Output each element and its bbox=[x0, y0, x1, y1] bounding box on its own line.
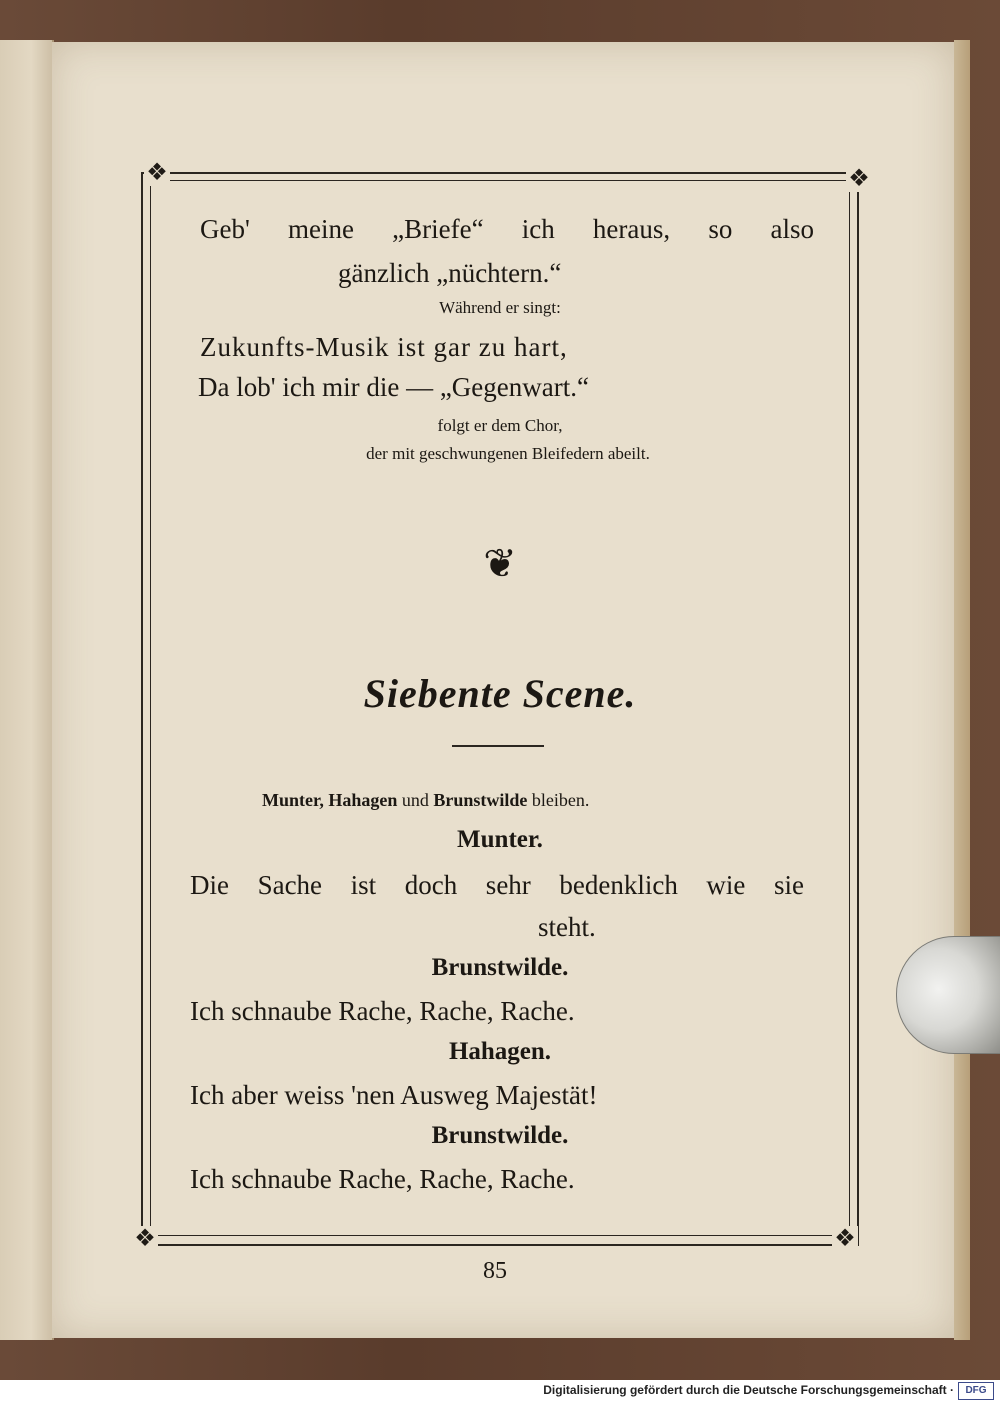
scene-title: Siebente Scene. bbox=[363, 671, 637, 716]
corner-ornament-icon: ❖ bbox=[144, 160, 170, 186]
dialogue-line-4: Ich schnaube Rache, Rache, Rache. bbox=[190, 1164, 575, 1194]
stage-direction-3: der mit geschwungenen Bleifedern abeilt. bbox=[366, 444, 650, 463]
corner-ornament-icon: ❖ bbox=[832, 1226, 858, 1252]
verse-line-4: Da lob' ich mir die — „Gegenwart.“ bbox=[198, 372, 589, 402]
dialogue-line-3: Ich aber weiss 'nen Ausweg Majestät! bbox=[190, 1080, 598, 1110]
dialogue-line-2: Ich schnaube Rache, Rache, Rache. bbox=[190, 996, 575, 1026]
stage-verb: bleiben. bbox=[531, 790, 590, 810]
scene-divider bbox=[452, 745, 544, 747]
stage-name-munter: Munter, bbox=[262, 790, 324, 810]
speaker-munter: Munter. bbox=[457, 826, 543, 853]
scene-stage-direction bbox=[262, 790, 589, 811]
footer-bar bbox=[0, 1380, 1000, 1402]
verse-line-1: Geb' meine „Briefe“ ich heraus, so also bbox=[200, 214, 814, 244]
stage-direction-1: Während er singt: bbox=[439, 298, 561, 317]
stage-conjunction: und bbox=[401, 790, 429, 810]
speaker-brunstwilde: Brunstwilde. bbox=[431, 954, 569, 981]
dialogue-line-1a: Die Sache ist doch sehr bedenklich wie sie bbox=[190, 870, 804, 900]
page-number: 85 bbox=[483, 1258, 507, 1284]
corner-ornament-icon: ❖ bbox=[132, 1226, 158, 1252]
speaker-brunstwilde-2: Brunstwilde. bbox=[431, 1122, 569, 1149]
stage-direction-2: folgt er dem Chor, bbox=[437, 416, 563, 435]
corner-ornament-icon: ❖ bbox=[846, 166, 872, 192]
right-page-edge bbox=[954, 40, 970, 1340]
stage-name-brunstwilde: Brunstwilde bbox=[433, 790, 528, 810]
left-page-edge bbox=[0, 40, 54, 1340]
verse-line-2: gänzlich „nüchtern.“ bbox=[338, 258, 562, 288]
verse-line-3: Zukunfts-Musik ist gar zu hart, bbox=[200, 332, 568, 362]
dfg-logo: DFG bbox=[958, 1382, 994, 1400]
dialogue-line-1b: steht. bbox=[538, 912, 596, 942]
stage-name-hahagen: Hahagen bbox=[328, 790, 398, 810]
fleuron-icon: ❦ bbox=[483, 541, 517, 586]
page-clip bbox=[896, 936, 1000, 1054]
footer-credit: Digitalisierung gefördert durch die Deutsche Forschungsgemeinschaft · bbox=[543, 1383, 954, 1397]
speaker-hahagen: Hahagen. bbox=[448, 1038, 552, 1065]
